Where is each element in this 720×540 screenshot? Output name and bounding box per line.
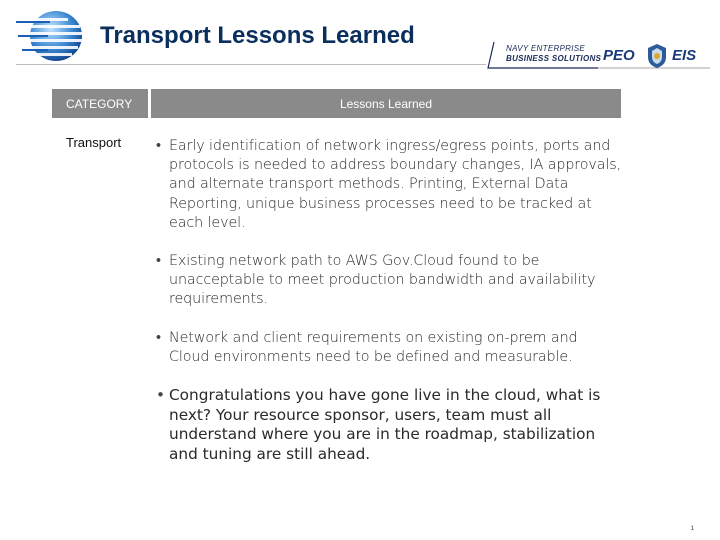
lesson-item: • Network and client requirements on existing on-prem and Cloud environments need to be defined and measurable. [152,329,622,367]
logo-peo: PEO [603,47,635,64]
category-column-header: CATEGORY [52,89,148,118]
lessons-list [152,137,622,465]
page-number: 1 [690,526,694,532]
logo-eis: EIS [672,47,697,64]
lesson-item: • Early identification of network ingress/egress points, ports and protocols is needed to address boundary changes, IA approvals, and alternate transport methods. Printing, External Data Reporting, unique business processes need to be tracked at each level. [152,137,622,233]
peo-eis-emblem-icon [646,43,668,69]
page-title: Transport Lessons Learned [100,22,415,49]
lesson-item: • Congratulations you have gone live in the cloud, what is next? Your resource sponsor, users, team must all understand where you are in the roadmap, stabilization and tuning are still ahead. [152,386,622,465]
title-divider [16,64,486,65]
globe-logo [16,8,90,66]
lesson-item: • Existing network path to AWS Gov.Cloud found to be unacceptable to meet production bandwidth and availability requirements. [152,252,622,310]
lessons-column-header: Lessons Learned [151,89,621,118]
logo-line-2: BUSINESS SOLUTIONS [506,54,602,63]
category-cell: Transport [66,135,122,150]
logo-line-1: NAVY ENTERPRISE [506,44,586,53]
